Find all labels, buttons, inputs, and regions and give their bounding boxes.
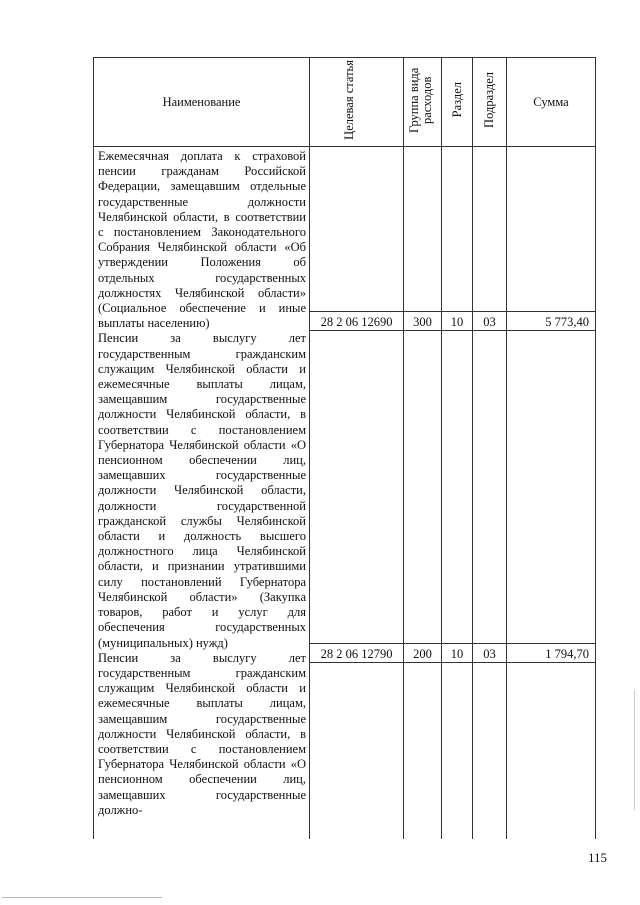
row-1-sum: 5 773,40 — [507, 312, 596, 331]
header-group: Группа вида расходов — [404, 58, 442, 147]
row-1-group: 300 — [404, 312, 442, 331]
scan-edge-mark — [634, 690, 635, 810]
row-1-target: 28 2 06 12690 — [310, 312, 404, 331]
header-sum: Сумма — [507, 58, 596, 147]
header-subsection: Подраздел — [473, 58, 507, 147]
row-2-sum: 1 794,70 — [507, 644, 596, 663]
row-1-subsection: 03 — [473, 312, 507, 331]
row-1-section: 10 — [442, 312, 473, 331]
budget-table — [93, 57, 596, 839]
row-2-target: 28 2 06 12790 — [310, 644, 404, 663]
row-1-name: Ежемесячная доплата к страховой пенсии гражданам Российской Федерации, замещавшим отдельные государственные должности Челябинской области, в соответствии с постановлением Законодательного Собрания Челябинской области «Об утверждении Положения об отдельных государственных должностях Челябинской области» (Социальное обеспечение и иные выплаты населению) — [98, 149, 306, 331]
header-target: Целевая статья — [310, 58, 404, 147]
table-row — [94, 147, 596, 312]
footnote-divider — [2, 897, 162, 898]
header-name: Наименование — [94, 58, 310, 147]
page-number: 115 — [588, 850, 608, 865]
row-2-section: 10 — [442, 644, 473, 663]
row-2-subsection: 03 — [473, 644, 507, 663]
header-section: Раздел — [442, 58, 473, 147]
row-2-group: 200 — [404, 644, 442, 663]
name-column — [94, 147, 310, 840]
header-row — [94, 58, 596, 147]
row-2-name: Пенсии за выслугу лет государственным гражданским служащим Челябинской области и ежемесячные выплаты лицам, замещавшим государственные должности Челябинской области, в соответствии с постановлением Губернатора Челябинской области «О пенсионном обеспечении лиц, замещавших государственные должности Челябинской области, должности государственной гражданской службы Челябинской области и должность высшего должностного лица Челябинской области, и признании утратившими силу постановлений Губернатора Челябинской области» (Закупка товаров, работ и услуг для обеспечения государственных (муниципальных) нужд) — [98, 331, 306, 650]
row-3-name: Пенсии за выслугу лет государственным гражданским служащим Челябинской области и ежемесячные выплаты лицам, замещавшим государственные должности Челябинской области, в соответствии с постановлением Губернатора Челябинской области «О пенсионном обеспечении лиц, замещавших государственные должно- — [98, 650, 306, 817]
